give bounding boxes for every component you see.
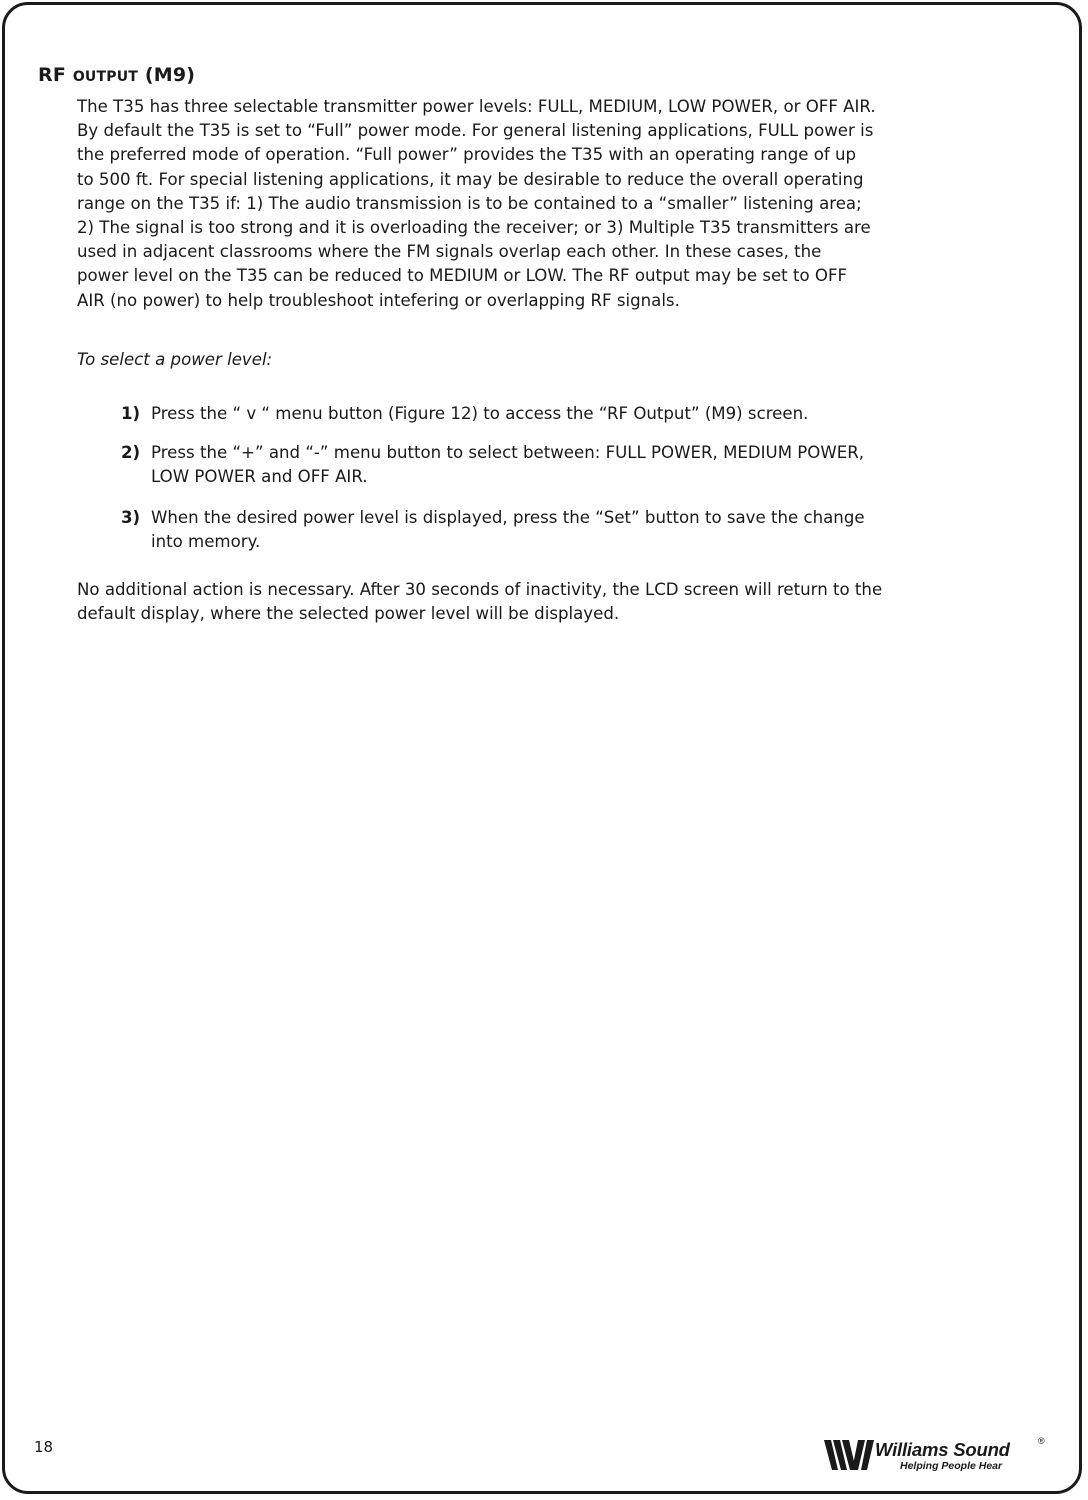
heading-smallcaps: OUTPUT <box>72 69 139 85</box>
brand-tagline: Helping People Hear <box>900 1460 1003 1472</box>
williams-sound-logo-icon <box>824 1438 876 1472</box>
brand-name: Williams Sound <box>875 1439 1010 1460</box>
step-2 <box>121 441 1021 489</box>
heading-prefix: RF <box>38 64 73 86</box>
brand-logo <box>824 1436 1054 1476</box>
step-number: 2) <box>121 443 141 462</box>
section-heading <box>38 64 195 86</box>
paragraph-line: range on the T35 if: 1) The audio transmission is to be contained to a “smaller” listening area; <box>77 193 862 213</box>
step-1 <box>121 402 1021 426</box>
paragraph-line: power level on the T35 can be reduced to MEDIUM or LOW. The RF output may be set to OFF <box>77 266 848 286</box>
step-3 <box>121 506 1021 554</box>
step-text: LOW POWER and OFF AIR. <box>151 467 368 487</box>
paragraph-line: to 500 ft. For special listening applications, it may be desirable to reduce the overall operating <box>77 169 864 189</box>
closing-paragraph <box>77 578 1052 626</box>
paragraph-line: 2) The signal is too strong and it is overloading the receiver; or 3) Multiple T35 transmitters are <box>77 218 871 238</box>
registered-mark: ® <box>1038 1436 1045 1446</box>
paragraph-line: AIR (no power) to help troubleshoot intefering or overlapping RF signals. <box>77 290 680 310</box>
page-number: 18 <box>34 1438 54 1456</box>
paragraph-line: By default the T35 is set to “Full” power mode. For general listening applications, FULL power is <box>77 121 874 141</box>
step-number: 1) <box>121 404 141 423</box>
intro-paragraph <box>77 95 1052 313</box>
step-text: Press the “+” and “-” menu button to select between: FULL POWER, MEDIUM POWER, <box>151 443 865 462</box>
instructions-intro: To select a power level: <box>77 350 273 369</box>
step-number: 3) <box>121 508 141 527</box>
paragraph-line: No additional action is necessary. After 30 seconds of inactivity, the LCD screen will return to the <box>77 580 883 599</box>
paragraph-line: default display, where the selected power level will be displayed. <box>77 604 620 624</box>
paragraph-line: the preferred mode of operation. “Full power” provides the T35 with an operating range of up <box>77 145 857 165</box>
paragraph-line: The T35 has three selectable transmitter power levels: FULL, MEDIUM, LOW POWER, or OFF AIR. <box>77 97 876 116</box>
paragraph-line: used in adjacent classrooms where the FM signals overlap each other. In these cases, the <box>77 242 822 262</box>
heading-suffix: (M9) <box>138 64 196 86</box>
step-text: Press the “ v “ menu button (Figure 12) to access the “RF Output” (M9) screen. <box>151 404 809 423</box>
step-text: When the desired power level is displayed, press the “Set” button to save the change <box>151 508 865 527</box>
step-text: into memory. <box>151 532 261 552</box>
